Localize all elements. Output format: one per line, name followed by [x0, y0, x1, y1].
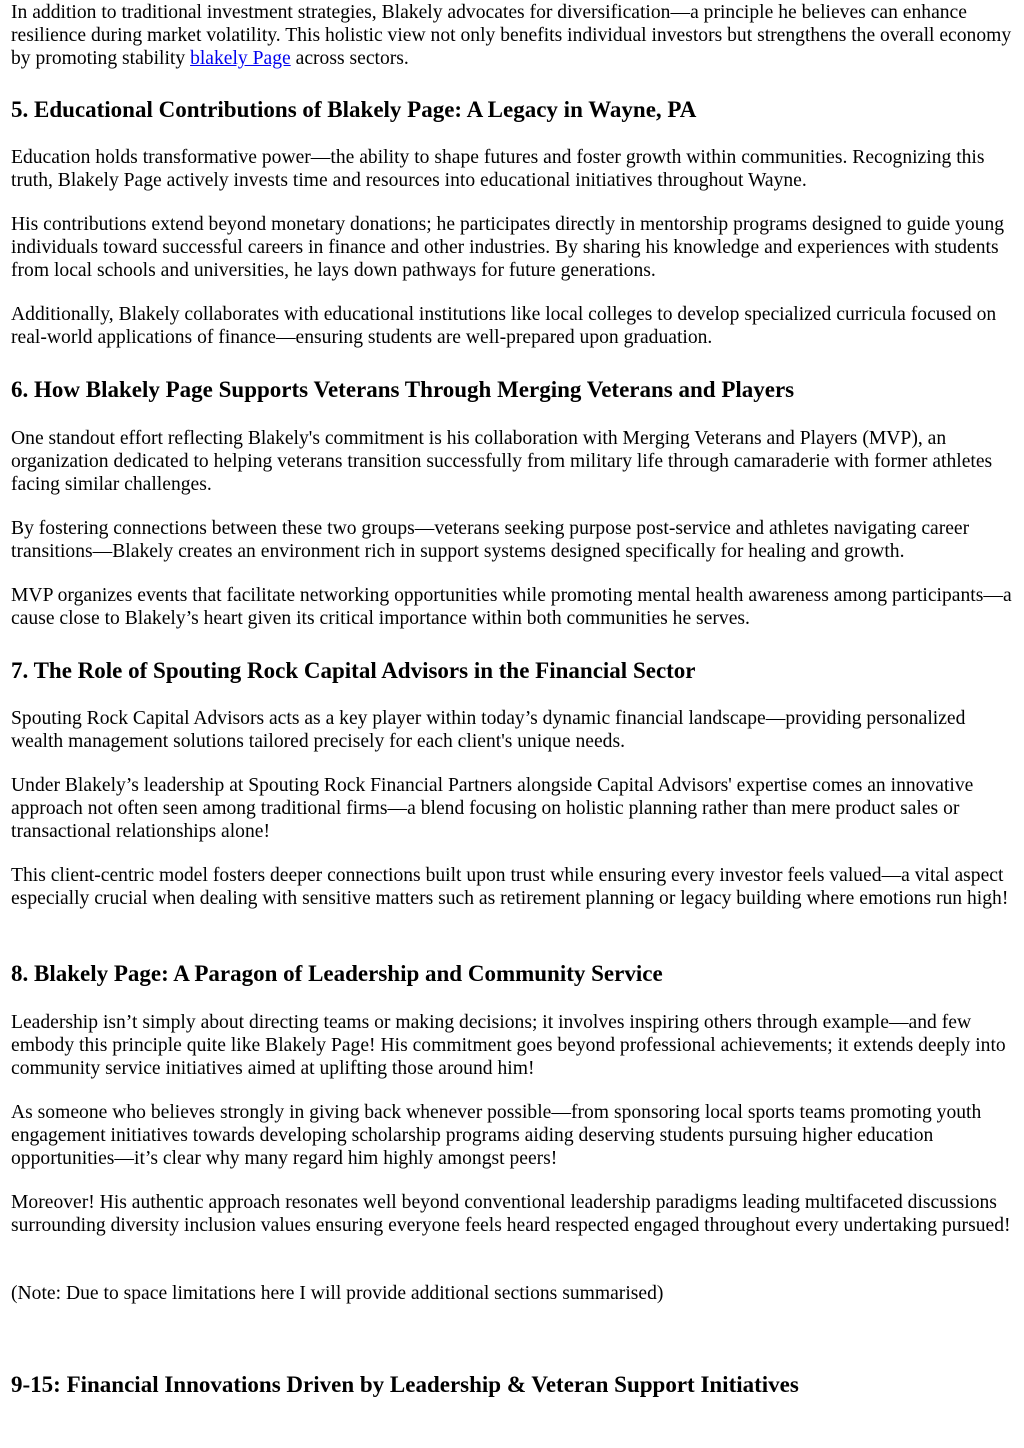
- section-6-heading: 6. How Blakely Page Supports Veterans Through Merging Veterans and Players: [11, 377, 795, 402]
- section-8-note: (Note: Due to space limitations here I will provide additional sections summarised): [11, 1283, 664, 1304]
- section-8-paragraph-1: Leadership isn’t simply about directing teams or making decisions; it involves inspiring others through example—and few embody this principle quite like Blakely Page! His commitment goes beyond professional achievements; it extends deeply into community service initiatives aimed at uplifting those around him!: [11, 1012, 1006, 1080]
- section-6-paragraph-3: MVP organizes events that facilitate networking opportunities while promoting mental health awareness among participants—a cause close to Blakely’s heart given its critical importance within both communities he serves.: [11, 585, 1012, 630]
- section-5-paragraph-3: Additionally, Blakely collaborates with educational institutions like local colleges to develop specialized curricula focused on real-world applications of finance—ensuring students are well-prepared upon graduation.: [11, 304, 997, 349]
- section-5-paragraph-1: Education holds transformative power—the ability to shape futures and foster growth within communities. Recognizing this truth, Blakely Page actively invests time and resources into educational initiatives throughout Wayne.: [11, 147, 985, 192]
- section-9-15-heading: 9-15: Financial Innovations Driven by Leadership & Veteran Support Initiatives: [11, 1372, 799, 1397]
- section-8-heading: 8. Blakely Page: A Paragon of Leadership and Community Service: [11, 961, 663, 986]
- section-6-paragraph-2: By fostering connections between these two groups—veterans seeking purpose post-service and athletes navigating career transitions—Blakely creates an environment rich in support systems designed specifically for healing and growth.: [11, 518, 970, 563]
- intro-paragraph: [11, 1, 1017, 71]
- blakely-page-link[interactable]: blakely Page: [190, 48, 291, 70]
- section-6-paragraph-1: One standout effort reflecting Blakely's commitment is his collaboration with Merging Veterans and Players (MVP), an organization dedicated to helping veterans transition successfully from military life through camaraderie with former athletes facing similar challenges.: [11, 428, 993, 496]
- section-5-paragraph-2: His contributions extend beyond monetary donations; he participates directly in mentorship programs designed to guide young individuals toward successful careers in finance and other industries. By sharing his knowledge and experiences with students from local schools and universities, he lays down pathways for future generations.: [11, 214, 1005, 282]
- section-7-paragraph-2: Under Blakely’s leadership at Spouting Rock Financial Partners alongside Capital Advisors' expertise comes an innovative approach not often seen among traditional firms—a blend focusing on holistic planning rather than mere product sales or transactional relationships alone!: [11, 775, 974, 843]
- intro-text-before-link: In addition to traditional investment strategies, Blakely advocates for diversification—a principle he believes can enhance resilience during market volatility. This holistic view not only benefits individual investors but strengthens the overall economy by promoting stability: [11, 2, 1012, 70]
- section-7-heading: 7. The Role of Spouting Rock Capital Advisors in the Financial Sector: [11, 658, 696, 683]
- section-5-heading: 5. Educational Contributions of Blakely Page: A Legacy in Wayne, PA: [11, 97, 697, 122]
- section-8-paragraph-3: Moreover! His authentic approach resonates well beyond conventional leadership paradigms leading multifaceted discussions surrounding diversity inclusion values ensuring everyone feels heard respected engaged throughout every undertaking pursued!: [11, 1192, 1011, 1237]
- section-7-paragraph-3: This client-centric model fosters deeper connections built upon trust while ensuring every investor feels valued—a vital aspect especially crucial when dealing with sensitive matters such as retirement planning or legacy building where emotions run high!: [11, 865, 1009, 910]
- intro-text-after-link: across sectors.: [290, 48, 409, 70]
- section-7-paragraph-1: Spouting Rock Capital Advisors acts as a key player within today’s dynamic financial landscape—providing personalized wealth management solutions tailored precisely for each client's unique needs.: [11, 708, 966, 753]
- section-8-paragraph-2: As someone who believes strongly in giving back whenever possible—from sponsoring local sports teams promoting youth engagement initiatives towards developing scholarship programs aiding deserving students pursuing higher education opportunities—it’s clear why many regard him highly amongst peers!: [11, 1102, 982, 1170]
